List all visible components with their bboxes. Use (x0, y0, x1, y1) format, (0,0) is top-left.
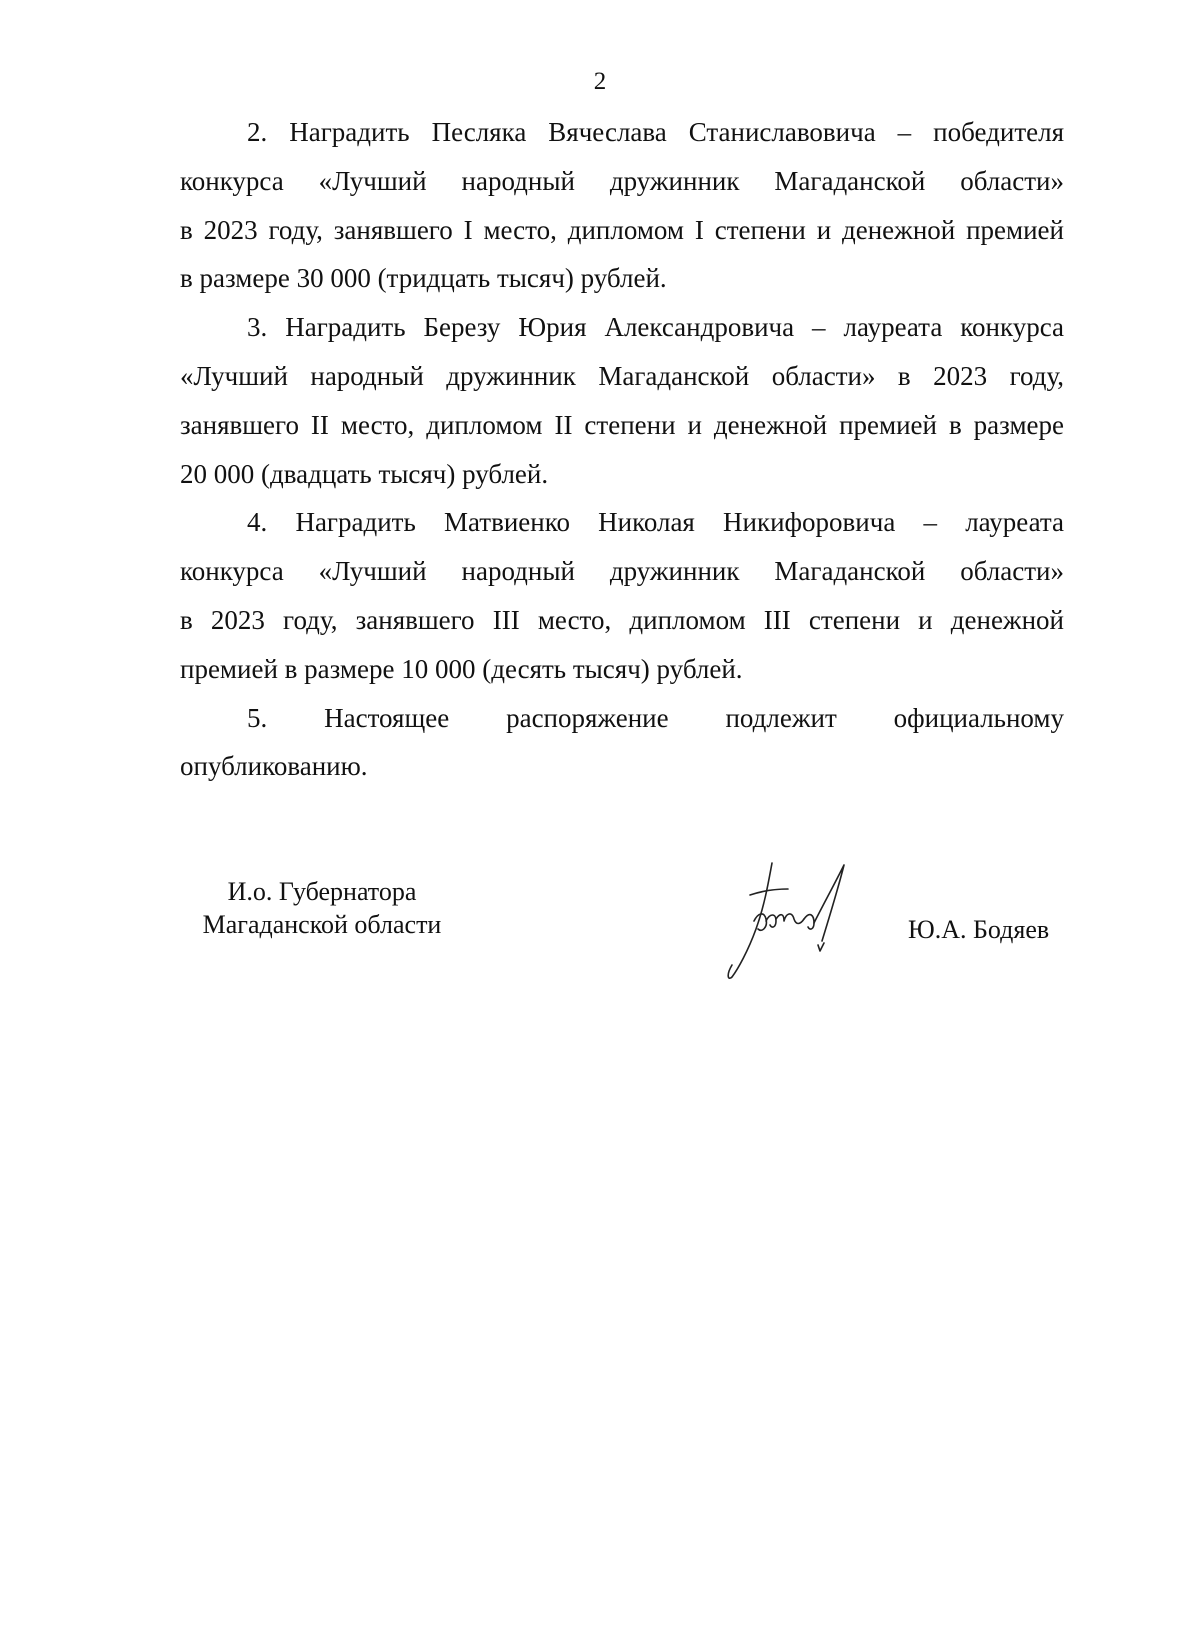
paragraph-award-3 (180, 498, 1064, 693)
text-line: 4. Наградить Матвиенко Николая Никифоровича – лауреата (247, 507, 1064, 538)
text-line: 20 000 (двадцать тысяч) рублей. (180, 458, 549, 489)
handwritten-signature (710, 855, 880, 985)
signatory-name: Ю.А. Бодяев (908, 915, 1050, 944)
text-line: 5. Настоящее распоряжение подлежит официальному (247, 702, 1064, 733)
page-number: 2 (593, 68, 607, 95)
signatory-title-line: Магаданской области (202, 910, 442, 939)
paragraph-award-2 (180, 303, 1064, 498)
text-line: «Лучший народный дружинник Магаданской области» в 2023 году, (180, 360, 1064, 391)
paragraph-award-1 (180, 108, 1064, 303)
text-line: премией в размере 10 000 (десять тысяч) рублей. (180, 653, 743, 684)
text-line: 3. Наградить Березу Юрия Александровича – лауреата конкурса (247, 312, 1064, 343)
text-line: конкурса «Лучший народный дружинник Магаданской области» (180, 165, 1064, 196)
document-body (180, 108, 1064, 791)
text-line: опубликованию. (180, 751, 368, 782)
text-line: в размере 30 000 (тридцать тысяч) рублей. (180, 263, 667, 294)
signature-block (0, 875, 1200, 995)
text-line: 2. Наградить Песляка Вячеслава Станиславовича – победителя (247, 117, 1064, 147)
text-line: занявшего II место, дипломом II степени и денежной премией в размере (180, 409, 1064, 440)
text-line: конкурса «Лучший народный дружинник Магаданской области» (180, 556, 1064, 587)
text-line: в 2023 году, занявшего III место, дипломом III степени и денежной (180, 604, 1064, 635)
text-line: в 2023 году, занявшего I место, дипломом I степени и денежной премией (180, 214, 1064, 245)
paragraph-publication (180, 694, 1064, 792)
signatory-title (182, 875, 462, 941)
signatory-title-line: И.о. Губернатора (227, 877, 417, 906)
